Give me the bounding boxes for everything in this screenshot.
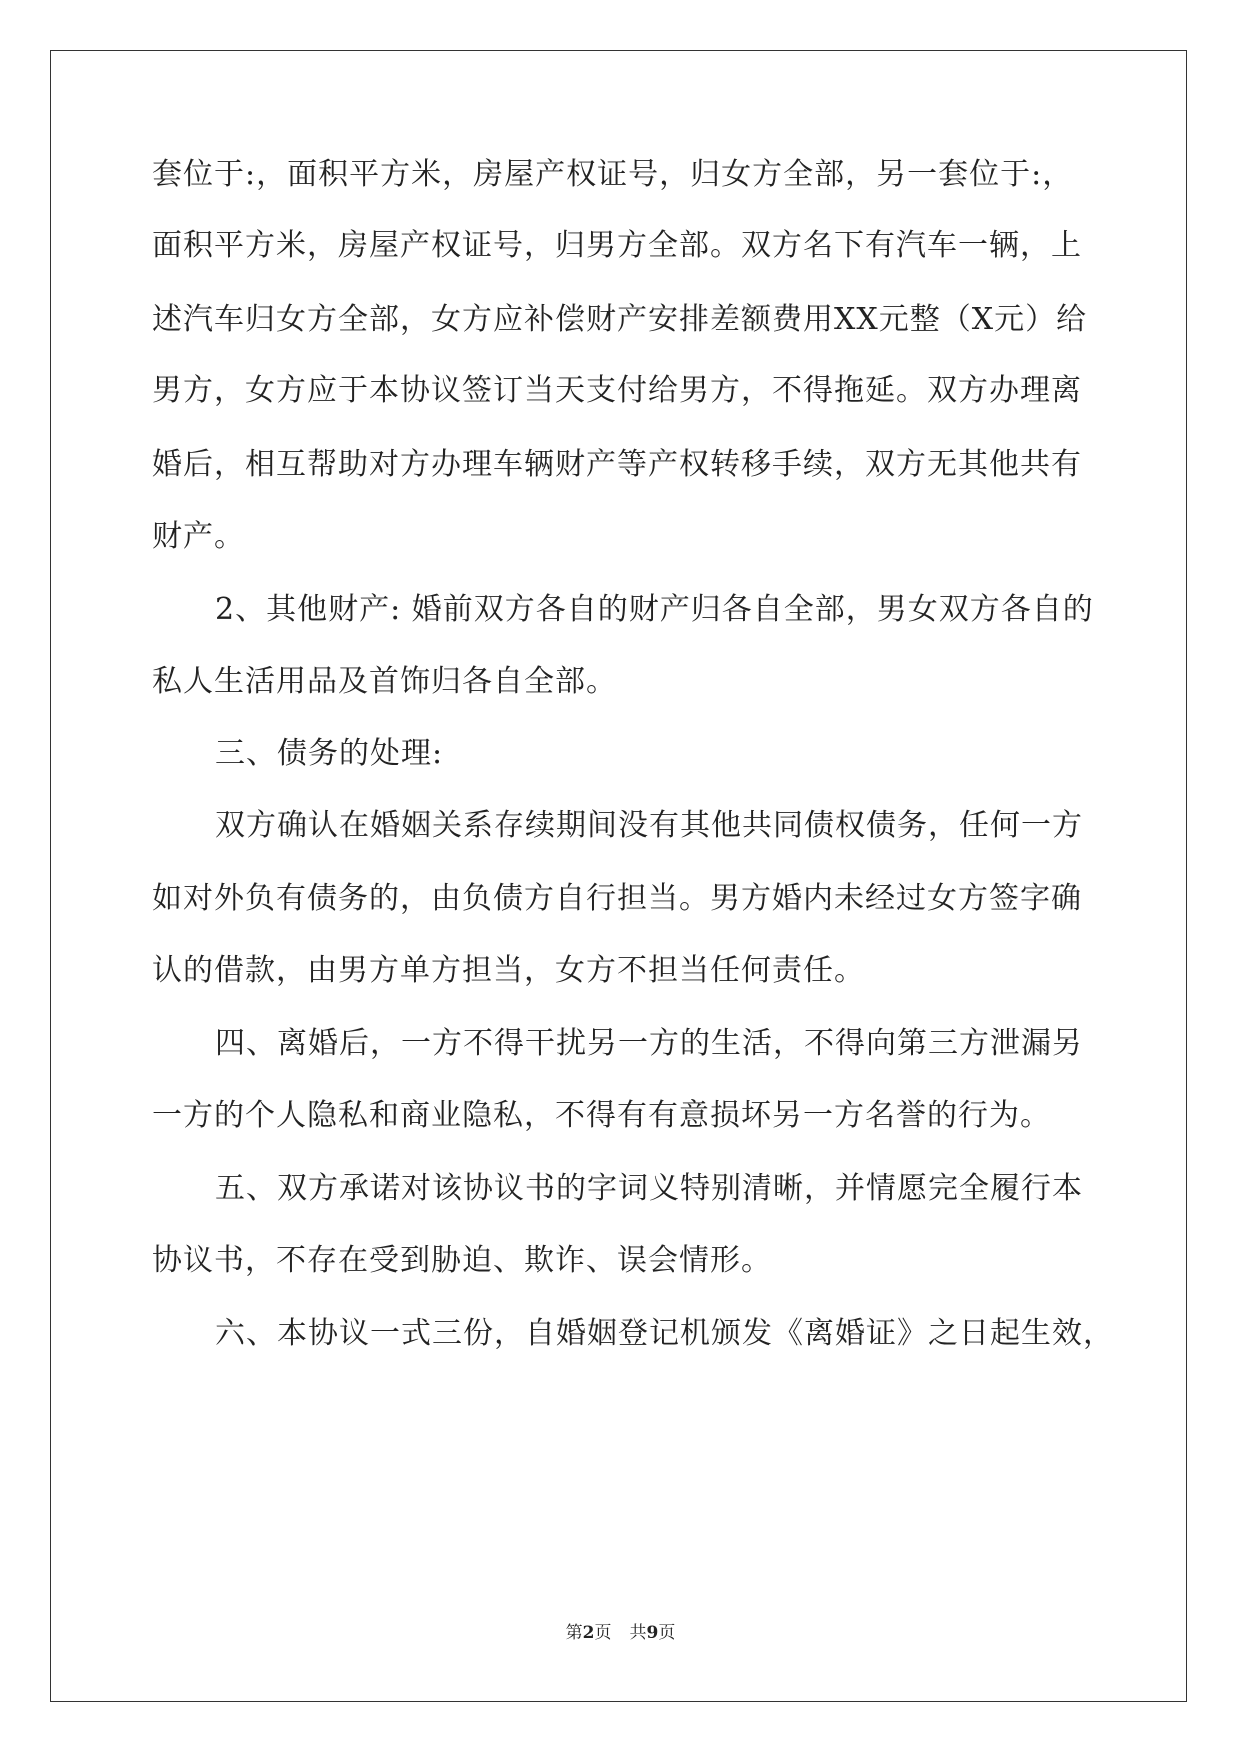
text-line: 财产。	[152, 519, 245, 554]
text-line: 套位于:，面积平方米，房屋产权证号，归女方全部，另一套位于:，	[152, 157, 1074, 192]
page-suffix: 页	[594, 1623, 612, 1643]
section-heading: 三、债务的处理:	[215, 736, 444, 771]
total-prefix: 共	[629, 1623, 647, 1643]
text-line: 男方，女方应于本协议签订当天支付给男方，不得拖延。双方办理离	[152, 373, 1082, 408]
text-line: 面积平方米，房屋产权证号，归男方全部。双方名下有汽车一辆，上	[152, 228, 1082, 263]
paragraph-first-line: 2、其他财产: 婚前双方各自的财产归各自全部，男女双方各自的	[215, 592, 1094, 627]
paragraph-first-line: 四、离婚后，一方不得干扰另一方的生活，不得向第三方泄漏另	[215, 1026, 1083, 1061]
text-line: 述汽车归女方全部，女方应补偿财产安排差额费用XX元整（X元）给	[152, 302, 1088, 337]
text-line: 如对外负有债务的，由负债方自行担当。男方婚内未经过女方签字确	[152, 881, 1082, 916]
paragraph-first-line: 双方确认在婚姻关系存续期间没有其他共同债权债务，任何一方	[215, 808, 1083, 843]
total-suffix: 页	[658, 1623, 676, 1643]
page-footer	[0, 1618, 1241, 1643]
text-line: 认的借款，由男方单方担当，女方不担当任何责任。	[152, 953, 865, 988]
paragraph-first-line: 五、双方承诺对该协议书的字词义特别清晰，并情愿完全履行本	[215, 1171, 1083, 1206]
text-line: 婚后，相互帮助对方办理车辆财产等产权转移手续，双方无其他共有	[152, 447, 1082, 482]
total-pages: 9	[646, 1623, 659, 1643]
text-line: 一方的个人隐私和商业隐私，不得有有意损坏另一方名誉的行为。	[152, 1098, 1051, 1133]
page-number: 2	[582, 1623, 595, 1643]
text-line: 私人生活用品及首饰归各自全部。	[152, 664, 617, 699]
text-line: 协议书，不存在受到胁迫、欺诈、误会情形。	[152, 1243, 772, 1278]
paragraph-first-line: 六、本协议一式三份，自婚姻登记机颁发《离婚证》之日起生效，	[215, 1316, 1114, 1351]
page-prefix: 第	[565, 1623, 583, 1643]
page-border	[50, 50, 1187, 1702]
